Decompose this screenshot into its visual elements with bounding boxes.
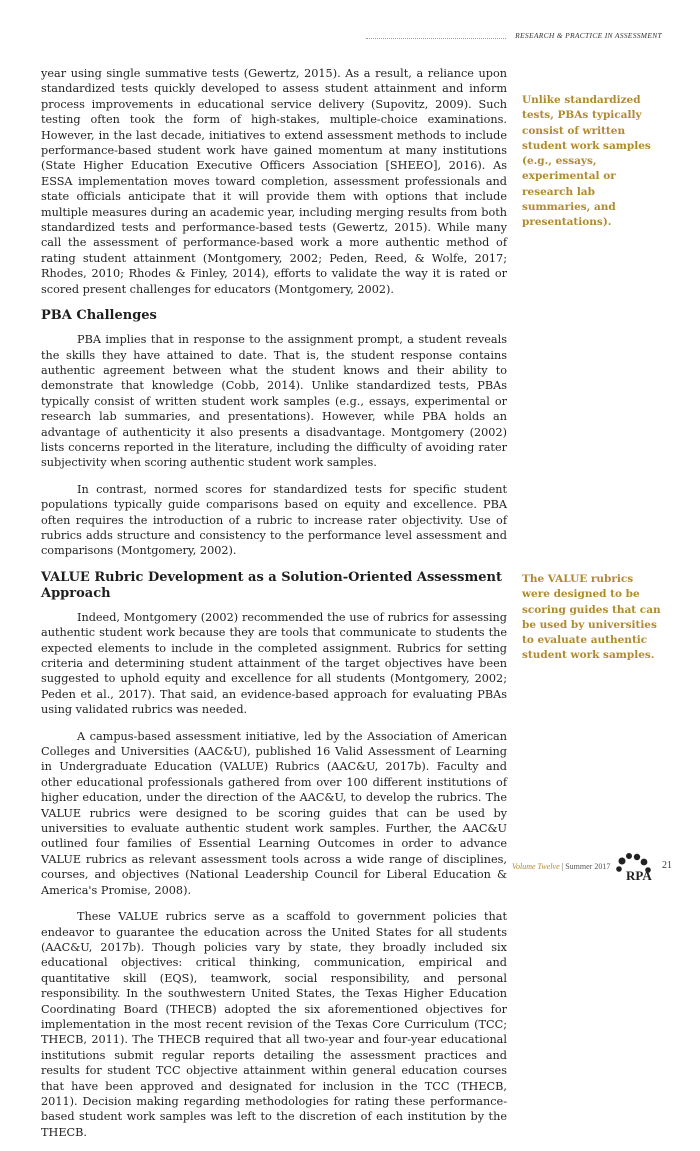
- body-paragraph: These VALUE rubrics serve as a scaffold to government policies that endeavor to guarantee the education across the United States for all students (AAC&U, 2017b). Though policies vary by state, they broadly included six educational objectives: critical thinking, communication, empirical and quantitative skill (EQS), teamwork, social responsibility, and personal responsibility. In the southwestern United States, the Texas Higher Education Coordinating Board (THECB) adopted the six aforementioned objectives for implementation in the most recent revision of the Texas Core Curriculum (TCC; THECB, 2011). The THECB required that all two-year and four-year educational institutions submit regular reports detailing the assessment practices and results for student TCC objective attainment within general education courses that have been approved and designated for inclusion in the TCC (THECB, 2011). Decision making regarding methodologies for rating these performance-based student work samples was left to the discretion of each institution by the THECB.: [41, 910, 507, 1139]
- section-heading-pba-challenges: PBA Challenges: [41, 308, 157, 324]
- issue-separator: |: [559, 862, 566, 871]
- body-paragraph: year using single summative tests (Gewertz, 2015). As a result, a reliance upon standardized tests quickly developed to assess student attainment and inform process improvements in educational service delivery (Supovitz, 2009). Such testing often took the form of high-stakes, multiple-choice examinations. However, in the last decade, initiatives to extend assessment methods to include performance-based student work have gained momentum at many institutions (State Higher Education Executive Officers Association [SHEEO], 2016). As ESSA implementation moves toward completion, assessment professionals and state officials anticipate that it will provide them with options that include multiple measures during an academic year, including merging results from both standardized tests and performance-based tests (Gewertz, 2015). While many call the assessment of performance-based work a more authentic method of rating student attainment (Montgomery, 2002; Peden, Reed, & Wolfe, 2017; Rhodes, 2010; Rhodes & Finley, 2014), efforts to validate the way it is rated or scored present challenges for educators (Montgomery, 2002).: [41, 67, 507, 296]
- running-header: [366, 31, 662, 45]
- page-number: 21: [662, 860, 672, 871]
- pull-quote: The VALUE rubrics were designed to be scoring guides that can be used by universities to evaluate authentic student work samples.: [522, 573, 661, 662]
- issue-season: Summer 2017: [565, 862, 611, 871]
- journal-running-title: RESEARCH & PRACTICE IN ASSESSMENT: [515, 31, 662, 40]
- header-dotted-rule: [366, 38, 506, 39]
- issue-info: [512, 862, 610, 871]
- body-paragraph: Indeed, Montgomery (2002) recommended the use of rubrics for assessing authentic student work because they are tools that communicate to students the expected elements to include in the completed assignment. Rubrics for setting criteria and determining student attainment of the target objectives have been suggested to uphold equity and excellence for all students (Montgomery, 2002; Peden et al., 2017). That said, an evidence-based approach for evaluating PBAs using validated rubrics was needed.: [41, 610, 507, 717]
- body-paragraph: In contrast, normed scores for standardized tests for specific student populations typically guide comparisons based on equity and excellence. PBA often requires the introduction of a rubric to increase rater objectivity. Use of rubrics adds structure and consistency to the performance level assessment and comparisons (Montgomery, 2002).: [41, 482, 507, 558]
- body-paragraph: PBA implies that in response to the assignment prompt, a student reveals the skills they have attained to date. That is, the student response contains authentic agreement between what the student knows and their ability to demonstrate that knowledge (Cobb, 2014). Unlike standardized tests, PBAs typically consist of written student work samples (e.g., essays, experimental or research lab summaries, and presentations). However, while PBA holds an advantage of authenticity it also presents a disadvantage. Montgomery (2002) lists concerns reported in the literature, including the difficulty of avoiding rater subjectivity when scoring authentic student work samples.: [41, 333, 507, 470]
- volume-label: Volume Twelve: [512, 862, 560, 871]
- article-body: [41, 66, 507, 1151]
- pull-quote: Unlike standardized tests, PBAs typically consist of written student work samples (e.g., essays, experimental or research lab summaries, and presentations).: [522, 94, 651, 229]
- body-paragraph: A campus-based assessment initiative, led by the Association of American Colleges and Universities (AAC&U), published 16 Valid Assessment of Learning in Undergraduate Education (VALUE) Rubrics (AAC&U, 2017b). Faculty and other educational professionals gathered from over 100 different institutions of higher education, under the direction of the AAC&U, to develop the rubrics. The VALUE rubrics were designed to be scoring guides that can be used by universities to evaluate authentic student work samples. Further, the AAC&U outlined four families of Essential Learning Outcomes in order to advance VALUE rubrics as relevant assessment tools across a wide range of disciplines, courses, and objectives (National Leadership Council for Liberal Education & America's Promise, 2008).: [41, 729, 507, 897]
- section-heading-value-rubric: VALUE Rubric Development as a Solution-Oriented Assessment Approach: [41, 569, 502, 601]
- logo-text: RPA: [626, 868, 652, 883]
- page-footer: [512, 852, 692, 896]
